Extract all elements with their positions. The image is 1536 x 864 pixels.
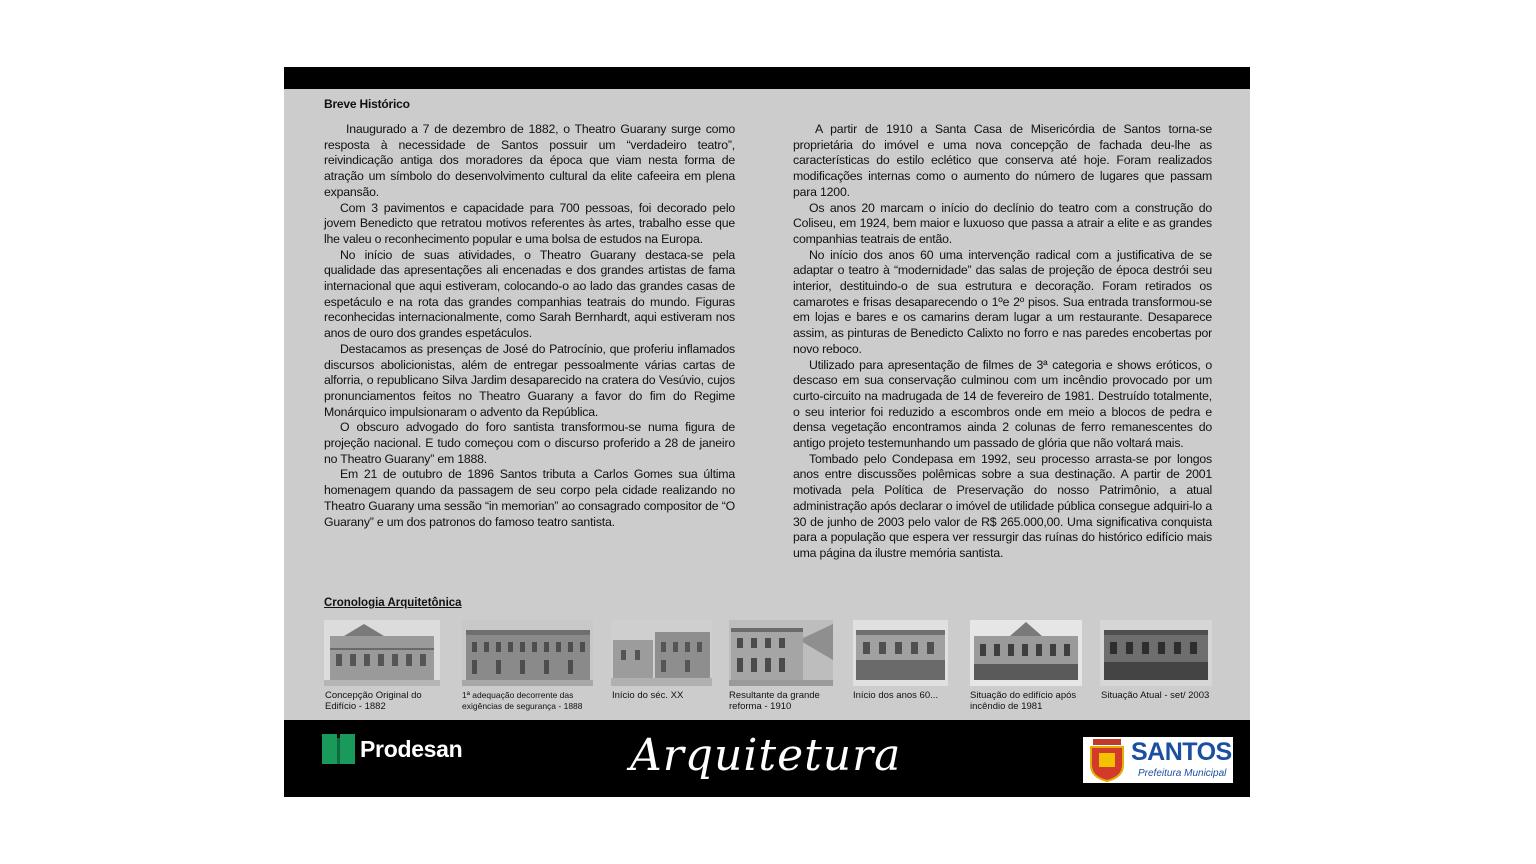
- paragraph: No início de suas atividades, o Theatro Guarany destaca-se pela qualidade das apresentações ali encenadas e dos grandes artistas de fama internacional que aqui estiveram, colocando-o ao lado das grandes casas de espetáculo e na rota das grandes companhias teatrais do mundo. Figuras reconhecidas internacionalmente, como Sarah Bernhardt, aqui estiveram nos anos de ouro dos grandes espetáculos.: [324, 247, 735, 341]
- caption: Início dos anos 60...: [853, 690, 939, 701]
- paragraph: Destacamos as presenças de José do Patrocínio, que proferiu inflamados discursos abolicionistas, além de entregar pessoalmente várias cartas de alforria, o republicano Silva Jardim desaparecido na cratera do Vesúvio, cujos pronunciamentos feitos no Theatro Guarany a favor do fim do Regime Monárquico impulsionaram o advento da República.: [324, 341, 735, 419]
- photo-current-2003: [1100, 620, 1212, 686]
- footer: [284, 720, 1250, 797]
- paragraph: No início dos anos 60 uma intervenção radical com a justificativa de se adaptar o teatro à “modernidade” das salas de projeção de época destrói seu interior, destituindo-o de sua estrutura e decoração. Foram retirados os camarotes e frisas desaparecendo o 1ºe 2º pisos. Sua entrada transformou-se em lojas e bares e os camarins deram lugar a um restaurante. Desaparece assim, as pinturas de Benedicto Calixto no forro e nas paredes encobertas por novo reboco.: [793, 247, 1212, 356]
- caption: Concepção Original do Edifício - 1882: [325, 690, 422, 712]
- santos-logo: [1083, 737, 1233, 783]
- caption: Situação do edifício após incêndio de 1981: [970, 690, 1077, 712]
- paragraph: Utilizado para apresentação de filmes de 3ª categoria e shows eróticos, o descaso em sua conservação culminou com um incêndio provocado por um curto-circuito na madrugada de 14 de fevereiro de 1981. Destruído totalmente, o seu interior foi reduzido a escombros onde em meio a blocos de pedra e densa vegetação encontramos ainda 2 colunas de ferro remanescentes do antigo projeto testemunhando um passado de glória que não voltará mais.: [793, 357, 1212, 451]
- photo-1910: [729, 620, 833, 686]
- footer-title: Arquitetura: [630, 730, 902, 781]
- caption: Início do séc. XX: [612, 690, 684, 701]
- paragraph: Com 3 pavimentos e capacidade para 700 pessoas, foi decorado pelo jovem Benedicto que retratou motivos referentes às artes, trabalho esse que lhe valeu o reconhecimento popular e uma bolsa de estudos na Europa.: [324, 200, 735, 246]
- santos-title: SANTOS: [1131, 738, 1232, 766]
- prodesan-logo: [322, 732, 462, 766]
- paragraph: Tombado pelo Condepasa em 1992, seu processo arrasta-se por longos anos entre discussões polêmicas sobre a sua destinação. A partir de 2001 motivada pela Política de Preservação do nosso Patrimônio, a atual administração após declarar o imóvel de utilidade pública consegue adquiri-lo a 30 de junho de 2003 pelo valor de R$ 265.000,00. Uma significativa conquista para a população que espera ver ressurgir das ruínas do histórico edifício mais uma página da ilustre memória santista.: [793, 451, 1212, 560]
- top-bar: [284, 67, 1250, 89]
- left-column: [324, 122, 735, 530]
- photo-1888: [462, 620, 593, 686]
- right-column: [793, 122, 1212, 562]
- photo-1882: [324, 620, 440, 686]
- paragraph: O obscuro advogado do foro santista transformou-se numa figura de projeção nacional. E tudo começou com o discurso proferido a 28 de janeiro no Theatro Guarany” em 1888.: [324, 420, 735, 466]
- prodesan-label: Prodesan: [360, 735, 463, 762]
- caption: 1ª adequação decorrente das exigências de segurança - 1888: [462, 690, 583, 711]
- caption: Resultante da grande reforma - 1910: [729, 690, 820, 712]
- photo-1960s: [853, 620, 948, 686]
- paragraph: A partir de 1910 a Santa Casa de Misericórdia de Santos torna-se proprietária do imóvel e uma nova concepção de fachada deu-lhe as características do estilo eclético que conserva até hoje. Foram realizados modificações internas como o aumento do número de lugares que passam para 1200.: [793, 122, 1212, 199]
- photo-after-fire-1981: [970, 620, 1082, 686]
- section-title: Breve Histórico: [324, 97, 410, 111]
- caption: Situação Atual - set/ 2003: [1101, 690, 1210, 701]
- prodesan-book-icon: [322, 732, 356, 766]
- paragraph: Em 21 de outubro de 1896 Santos tributa a Carlos Gomes sua última homenagem quando da passagem de seu corpo pela cidade realizando no Theatro Guarany uma sessão “in memorian” ao consagrado compositor de “O Guarany” e um dos patronos do famoso teatro santista.: [324, 467, 735, 529]
- document-panel: [284, 67, 1250, 797]
- photo-early-20th-century: [611, 620, 712, 686]
- chronology-title: Cronologia Arquitetônica: [324, 597, 462, 609]
- santos-coat-of-arms-icon: [1085, 737, 1129, 783]
- santos-subtitle: Prefeitura Municipal: [1138, 768, 1227, 779]
- paragraph: Os anos 20 marcam o início do declínio do teatro com a construção do Coliseu, em 1924, bem maior e luxuoso que passa a atrair a elite e as grandes companhias teatrais de então.: [793, 200, 1212, 246]
- paragraph: Inaugurado a 7 de dezembro de 1882, o Theatro Guarany surge como resposta à necessidade de Santos possuir um “verdadeiro teatro”, reivindicação antiga dos moradores da época que viam nesta forma de atração um símbolo do desenvolvimento cultural da elite cafeeira em plena expansão.: [324, 122, 735, 199]
